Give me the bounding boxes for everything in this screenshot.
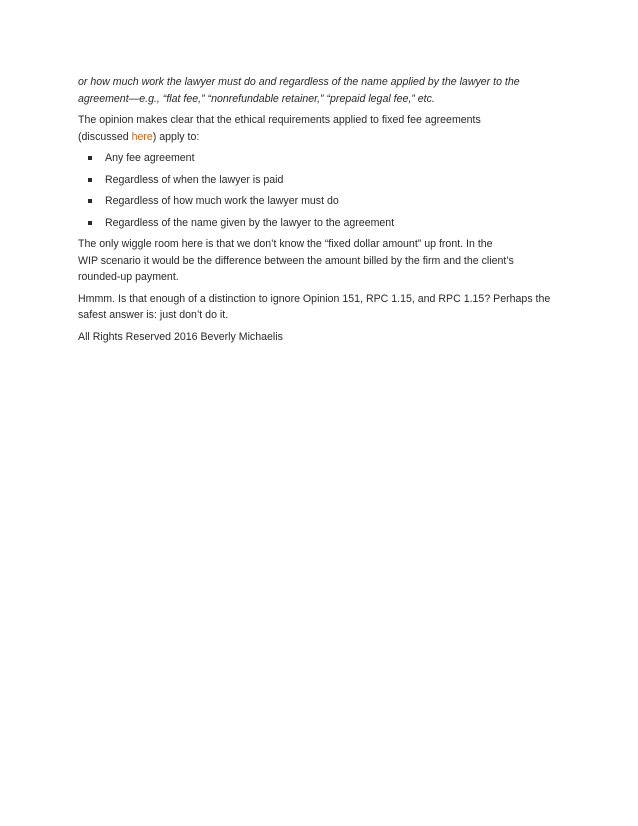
bullet-item <box>78 215 578 232</box>
intro-italic-line-1: or how much work the lawyer must do and regardless of the name applied by the lawyer to the <box>78 76 520 88</box>
opinion-line-2-before: (discussed <box>78 130 132 143</box>
square-bullet-icon <box>88 156 92 160</box>
intro-italic-paragraph <box>78 74 578 107</box>
bullet-item <box>78 172 578 189</box>
bullet-text: Regardless of how much work the lawyer must do <box>105 195 339 207</box>
wiggle-room-paragraph <box>78 236 578 286</box>
opinion-paragraph <box>78 112 578 145</box>
opinion-line-1: The opinion makes clear that the ethical requirements applied to fixed fee agreements <box>78 114 481 126</box>
document-page <box>78 74 578 350</box>
wiggle-line-1: The only wiggle room here is that we don’t know the “fixed dollar amount” up front. In the <box>78 238 493 250</box>
wiggle-line-3: rounded-up payment. <box>78 271 179 283</box>
square-bullet-icon <box>88 221 92 225</box>
bullet-item <box>78 150 578 167</box>
opinion-line-2-after: ) apply to: <box>152 130 200 143</box>
here-link[interactable]: here <box>131 130 153 143</box>
bullet-item <box>78 193 578 210</box>
bullet-text: Regardless of the name given by the lawyer to the agreement <box>105 216 395 229</box>
opinion-line-2 <box>78 129 578 146</box>
wiggle-line-2: WIP scenario it would be the difference between the amount billed by the firm and the client’s <box>78 254 514 267</box>
copyright-line: All Rights Reserved 2016 Beverly Michaelis <box>78 330 283 343</box>
bullet-text: Any fee agreement <box>105 152 195 164</box>
hmmm-line-2: safest answer is: just don’t do it. <box>78 309 229 321</box>
bullet-text: Regardless of when the lawyer is paid <box>105 173 284 186</box>
intro-italic-line-2: agreement—e.g., “flat fee,” “nonrefundable retainer,” “prepaid legal fee,” etc. <box>78 92 435 105</box>
hmmm-paragraph <box>78 291 578 324</box>
requirements-bullet-list <box>78 150 578 231</box>
square-bullet-icon <box>88 199 92 203</box>
square-bullet-icon <box>88 178 92 182</box>
hmmm-line-1: Hmmm. Is that enough of a distinction to ignore Opinion 151, RPC 1.15, and RPC 1.15? Perhaps the <box>78 292 551 305</box>
